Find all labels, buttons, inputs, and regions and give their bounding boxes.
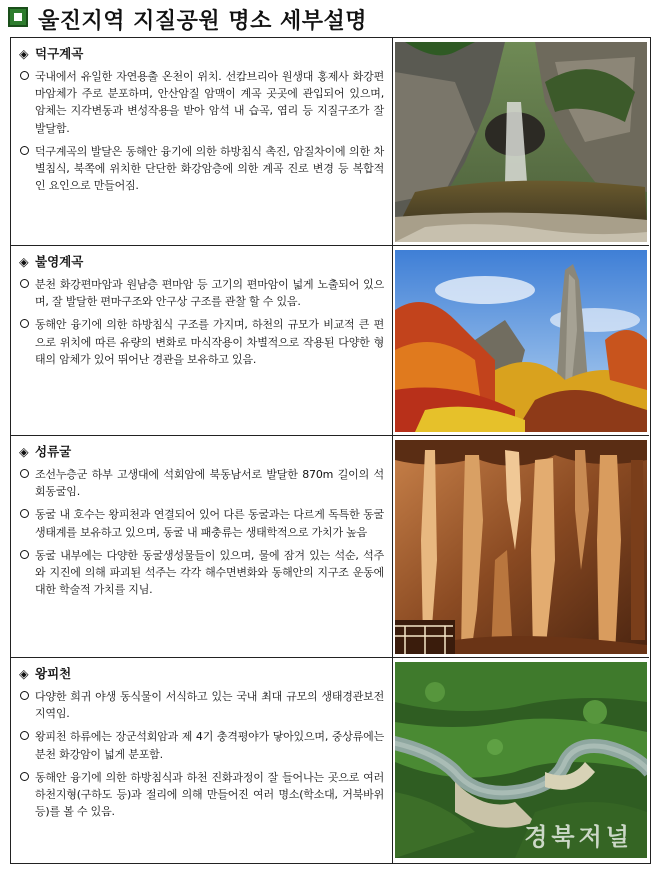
waterfall-pool-photo [395,42,647,242]
section-title: ◈ 왕피천 [19,666,72,681]
circle-bullet-icon [20,146,29,155]
bullet-item: 동해안 융기에 의한 하방침식 구조를 가지며, 하천의 규모가 비교적 큰 편으로 위치에 따른 유량의 변화로 마식작용이 차별적으로 작용된 다양한 형태의 암체가 있어 뛰어난 경관을 보유하고 있음. [19,316,384,368]
section-title: ◈ 불영계곡 [19,254,84,269]
section-deokgu [11,38,649,246]
section-text [11,436,393,657]
diamond-bullet-icon: ◈ [19,46,29,61]
circle-bullet-icon [20,279,29,288]
bullet-item: 다양한 희귀 야생 동식물이 서식하고 있는 국내 최대 규모의 생태경관보전지역임. [19,688,384,722]
diamond-bullet-icon: ◈ [19,666,29,681]
page-title: 울진지역 지질공원 명소 세부설명 [38,9,368,34]
circle-bullet-icon [20,691,29,700]
section-title: ◈ 성류굴 [19,444,72,459]
circle-bullet-icon [20,731,29,740]
section-text [11,658,393,863]
circle-bullet-icon [20,550,29,559]
circle-bullet-icon [20,469,29,478]
bullet-item: 동굴 내부에는 다양한 동굴생성물들이 있으며, 물에 잠겨 있는 석순, 석주와 지진에 의해 파괴된 석주는 각각 해수면변화와 동해안의 지구조 운동에 대한 학술적 가치를 지님. [19,547,384,599]
cave-stalactite-photo [395,440,647,654]
bullet-item: 국내에서 유일한 자연용출 온천이 위치. 선캄브리아 원생대 홍제사 화강편마암체가 주로 분포하며, 안산암질 암맥이 계곡 곳곳에 관입되어 있으며, 암체는 지각변동과 변성작용을 받아 암석 내 습곡, 엽리 등 지질구조가 잘 발달함. [19,68,384,137]
content-table [10,37,651,864]
circle-bullet-icon [20,772,29,781]
river-meander-aerial-photo [395,662,647,858]
diamond-bullet-icon: ◈ [19,444,29,459]
bullet-item: 덕구계곡의 발달은 동해안 융기에 의한 하방침식 촉진, 암질차이에 의한 차별침식, 북쪽에 위치한 단단한 화강암층에 의한 계곡 진로 변경 등 복합적인 요인으로 만들어짐. [19,143,384,195]
circle-bullet-icon [20,509,29,518]
square-bullet-icon [8,7,28,27]
bullet-item: 분천 화강편마암과 원남층 편마암 등 고기의 편마암이 넓게 노출되어 있으며, 잘 발달한 편마구조와 안구상 구조를 관찰 할 수 있음. [19,276,384,310]
section-wangpicheon [11,658,649,863]
section-title: ◈ 덕구계곡 [19,46,84,61]
document-header [6,4,656,34]
section-text [11,246,393,435]
section-text [11,38,393,245]
bullet-item: 조선누층군 하부 고생대에 석회암에 북동남서로 발달한 870m 길이의 석회동굴임. [19,466,384,500]
circle-bullet-icon [20,319,29,328]
circle-bullet-icon [20,71,29,80]
section-buryeong [11,246,649,436]
section-seongnyugul [11,436,649,658]
watermark: 경북저널 [524,823,633,851]
bullet-item: 왕피천 하류에는 장군석회암과 제 4기 충격평야가 닿아있으며, 중상류에는 분천 화강암이 넓게 분포함. [19,728,384,762]
bullet-item: 동해안 융기에 의한 하방침식과 하천 진화과정이 잘 들어나는 곳으로 여러 하천지형(구하도 등)과 절리에 의해 만들어진 여러 명소(학소대, 거북바위 등)를 볼 수 있음. [19,769,384,821]
autumn-rock-pillar-photo [395,250,647,432]
bullet-item: 동굴 내 호수는 왕피천과 연결되어 있어 다른 동굴과는 다르게 독특한 동굴 생태계를 보유하고 있으며, 동굴 내 패충류는 생태학적으로 가치가 높음 [19,506,384,540]
diamond-bullet-icon: ◈ [19,254,29,269]
